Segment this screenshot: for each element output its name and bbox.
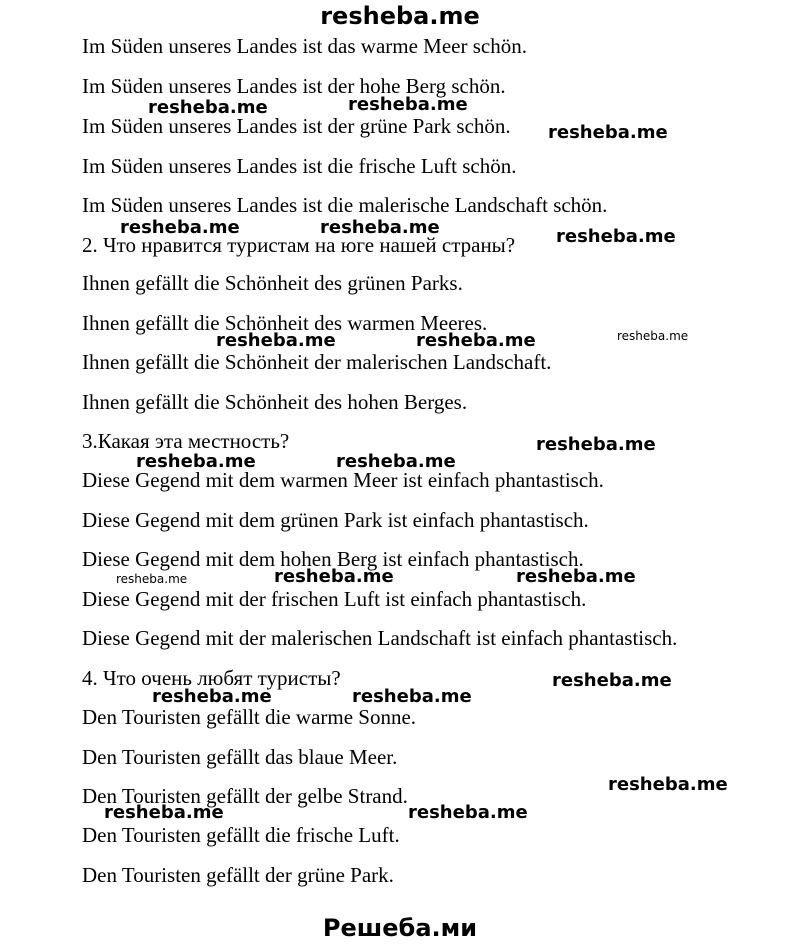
text-line: Im Süden unseres Landes ist der grüne Park schön. xyxy=(82,114,511,138)
watermark: resheba.me xyxy=(348,94,468,115)
text-line: Im Süden unseres Landes ist das warme Meer schön. xyxy=(82,34,527,58)
watermark: resheba.me xyxy=(556,226,676,247)
text-line: Im Süden unseres Landes ist die malerische Landschaft schön. xyxy=(82,193,608,217)
watermark: resheba.me xyxy=(552,670,672,691)
text-line: Den Touristen gefällt der gelbe Strand. xyxy=(82,784,408,808)
watermark: resheba.me xyxy=(120,217,240,238)
text-line: Ihnen gefällt die Schönheit des hohen Berges. xyxy=(82,390,468,414)
watermark: resheba.me xyxy=(516,566,636,587)
watermark: resheba.me xyxy=(408,802,528,823)
watermark: resheba.me xyxy=(416,330,536,351)
text-line: Den Touristen gefällt der grüne Park. xyxy=(82,863,394,887)
watermark: resheba.me xyxy=(336,451,456,472)
text-line: Diese Gegend mit der malerischen Landschaft ist einfach phantastisch. xyxy=(82,626,678,650)
watermark: resheba.me xyxy=(148,97,268,118)
section-heading: 2. Что нравится туристам на юге нашей страны? xyxy=(82,233,516,257)
watermark: resheba.me xyxy=(116,572,188,586)
text-line: Ihnen gefällt die Schönheit des grünen Parks. xyxy=(82,271,463,295)
text-line: Ihnen gefällt die Schönheit des warmen Meeres. xyxy=(82,311,488,335)
text-line: Diese Gegend mit dem warmen Meer ist einfach phantastisch. xyxy=(82,468,604,492)
text-line: Im Süden unseres Landes ist der hohe Berg schön. xyxy=(82,74,506,98)
section-heading: 4. Что очень любят туристы? xyxy=(82,666,341,690)
text-line: Den Touristen gefällt die frische Luft. xyxy=(82,823,400,847)
text-line: Diese Gegend mit dem hohen Berg ist einfach phantastisch. xyxy=(82,547,584,571)
watermark: resheba.me xyxy=(216,330,336,351)
site-footer: Решеба.ми xyxy=(322,914,478,942)
text-line: Ihnen gefällt die Schönheit der malerischen Landschaft. xyxy=(82,350,552,374)
watermark: resheba.me xyxy=(152,686,272,707)
watermark: resheba.me xyxy=(320,217,440,238)
section-heading: 3.Какая эта местность? xyxy=(82,429,290,453)
watermark: resheba.me xyxy=(617,329,689,343)
site-header: resheba.me xyxy=(320,2,480,30)
watermark: resheba.me xyxy=(548,122,668,143)
watermark: resheba.me xyxy=(136,451,256,472)
watermark: resheba.me xyxy=(352,686,472,707)
watermark: resheba.me xyxy=(608,774,728,795)
text-line: Im Süden unseres Landes ist die frische Luft schön. xyxy=(82,154,517,178)
watermark: resheba.me xyxy=(274,566,394,587)
text-line: Diese Gegend mit der frischen Luft ist einfach phantastisch. xyxy=(82,587,587,611)
watermark: resheba.me xyxy=(536,434,656,455)
watermark: resheba.me xyxy=(104,802,224,823)
text-line: Den Touristen gefällt das blaue Meer. xyxy=(82,745,398,769)
text-line: Den Touristen gefällt die warme Sonne. xyxy=(82,705,417,729)
text-line: Diese Gegend mit dem grünen Park ist einfach phantastisch. xyxy=(82,508,589,532)
